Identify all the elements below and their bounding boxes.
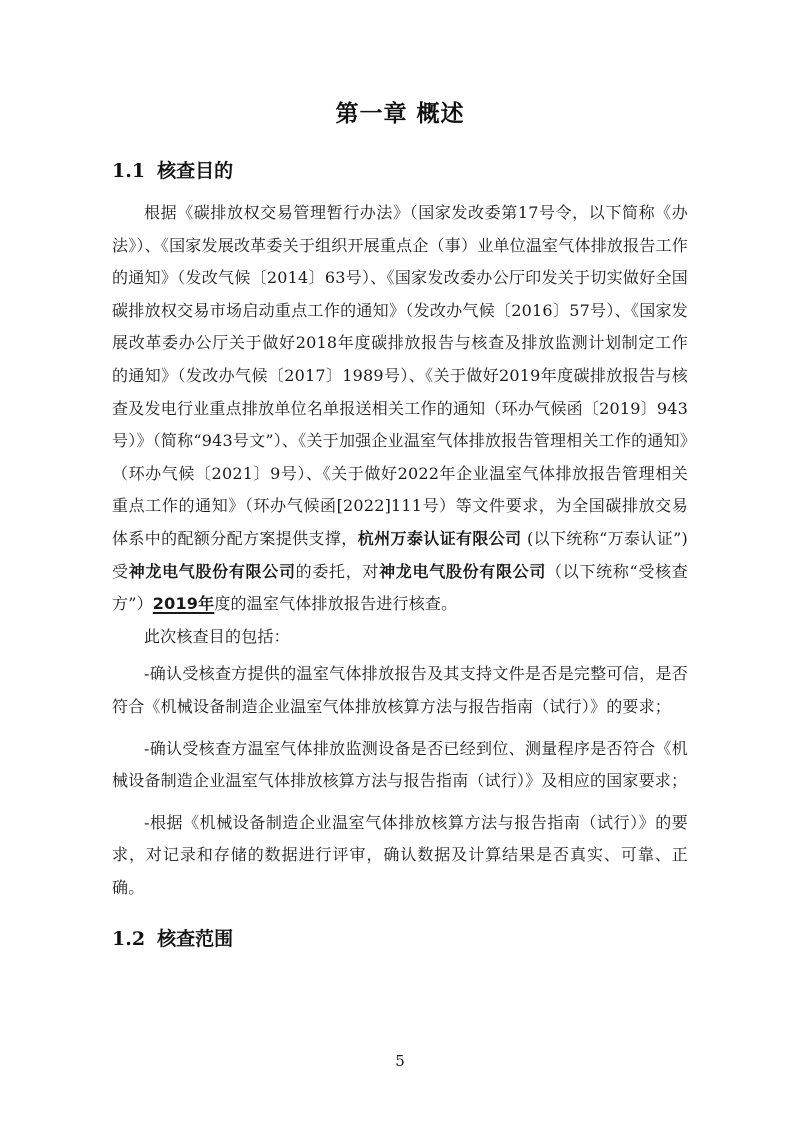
text-run: -确认受核查方温室气体排放监测设备是否已经到位、测量程序是否符合《机械设备制造企业温室气体排放核算方法与报告指南（试行）》及相应的国家要求； — [112, 738, 688, 791]
paragraph — [112, 807, 688, 905]
chapter-title: 第一章 概述 — [335, 101, 465, 127]
bold-run: 杭州万泰认证有限公司 — [357, 528, 522, 548]
section-title: 核查范围 — [157, 928, 234, 951]
paragraph — [112, 197, 688, 621]
bold-run: 神龙电气股份有限公司 — [379, 561, 547, 581]
bold-run: 神龙电气股份有限公司 — [128, 561, 296, 581]
text-run: 此次核查目的包括： — [144, 626, 290, 646]
section-heading-1-2 — [112, 926, 688, 952]
text-run: (以下统称“万泰认证”)受 — [112, 528, 688, 581]
text-run: -根据《机械设备制造企业温室气体排放核算方法与报告指南（试行）》的要求，对记录和存储的数据进行评审，确认数据及计算结果是否真实、可靠、正确。 — [112, 812, 688, 897]
body-paragraphs — [112, 197, 688, 904]
section-number: 1.1 — [112, 160, 146, 182]
text-run: -确认受核查方提供的温室气体排放报告及其支持文件是否是完整可信，是否符合《机械设备制造企业温室气体排放核算方法与报告指南（试行）》的要求； — [112, 664, 688, 716]
text-run: （以下统称“受核查方”） — [112, 561, 688, 614]
paragraph — [112, 658, 688, 723]
section-title: 核查目的 — [157, 160, 234, 182]
text-run: 的委托，对 — [295, 561, 380, 581]
text-run: 根据《碳排放权交易管理暂行办法》（国家发改委第17号令，以下简称《办法》）、《国家发展改革委关于组织开展重点企（事）业单位温室气体排放报告工作的通知》（发改气候〔2014〕63号）、《国家发改委办公厅印发关于切实做好全国碳排放权交易市场启动重点工作的通知》（发改办气候〔2016〕57号）、《国家发展改革委办公厅关于做好2018年度碳排放报告与核查及排放监测计划制定工作的通知》（发改办气候〔2017〕1989号）、《关于做好2019年度碳排放报告与核查及发电行业重点排放单位名单报送相关工作的通知（环办气候函〔2019〕943号）》（简称“943号文”）、《关于加强企业温室气体排放报告管理相关工作的通知》（环办气候〔2021〕9号）、《关于做好2022年企业温室气体排放报告管理相关重点工作的通知》（环办气候函[2022]111号）等文件要求，为全国碳排放交易体系中的配额分配方案提供支撑， — [112, 203, 688, 548]
page-number: 5 — [395, 1052, 405, 1070]
page-content — [112, 0, 688, 952]
paragraph — [112, 621, 688, 654]
text-run: 度的温室气体排放报告进行核查。 — [214, 594, 458, 614]
section-heading-1-1 — [112, 158, 688, 184]
section-number: 1.2 — [112, 928, 146, 951]
underlined-year-run: 2019年 — [152, 594, 215, 614]
paragraph — [112, 733, 688, 798]
